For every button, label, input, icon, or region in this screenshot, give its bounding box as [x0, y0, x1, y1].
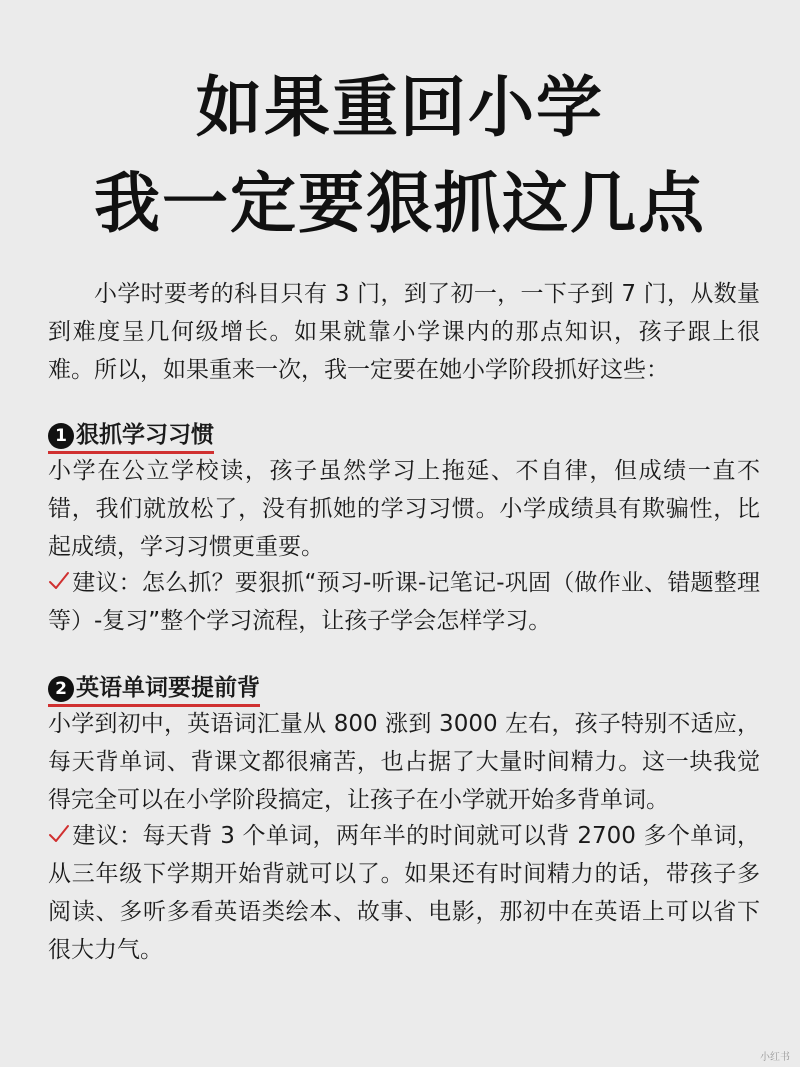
number-2-icon: 2	[48, 676, 74, 702]
section-2-heading	[48, 673, 260, 707]
title-line-2: 我一定要狠抓这几点	[94, 165, 706, 242]
section-2-suggestion-text: 建议：每天背 3 个单词，两年半的时间就可以背 2700 多个单词，从三年级下学期开始背就可以了。如果还有时间精力的话，带孩子多阅读、多听多看英语类绘本、故事、电影，那初中在英语上可以省下很大力气。	[48, 823, 760, 963]
section-2-suggestion	[48, 817, 760, 969]
section-1-suggestion-text: 建议：怎么抓？要狠抓“预习-听课-记笔记-巩固（做作业、错题整理等）-复习”整个学习流程，让孩子学会怎样学习。	[48, 570, 760, 634]
title-line-1: 如果重回小学	[196, 69, 604, 146]
section-1-heading-text: 狠抓学习习惯	[76, 422, 214, 448]
number-1-icon: 1	[48, 423, 74, 449]
section-1-suggestion	[48, 564, 760, 640]
section-2-paragraph: 小学到初中，英语词汇量从 800 涨到 3000 左右，孩子特别不适应，每天背单词、背课文都很痛苦，也占据了大量时间精力。这一块我觉得完全可以在小学阶段搞定，让孩子在小学就开始多背单词。	[48, 711, 760, 813]
section-2-heading-text: 英语单词要提前背	[76, 675, 260, 701]
brand-watermark: 小红书	[760, 1052, 790, 1063]
check-icon	[48, 570, 70, 592]
intro-paragraph: 小学时要考的科目只有 3 门，到了初一，一下子到 7 门，从数量到难度呈几何级增长。如果就靠小学课内的那点知识，孩子跟上很难。所以，如果重来一次，我一定要在她小学阶段抓好这些：	[48, 281, 760, 383]
section-1-heading	[48, 420, 214, 454]
section-1-paragraph: 小学在公立学校读，孩子虽然学习上拖延、不自律，但成绩一直不错，我们就放松了，没有抓她的学习习惯。小学成绩具有欺骗性，比起成绩，学习习惯更重要。	[48, 458, 760, 560]
check-icon	[48, 823, 70, 845]
